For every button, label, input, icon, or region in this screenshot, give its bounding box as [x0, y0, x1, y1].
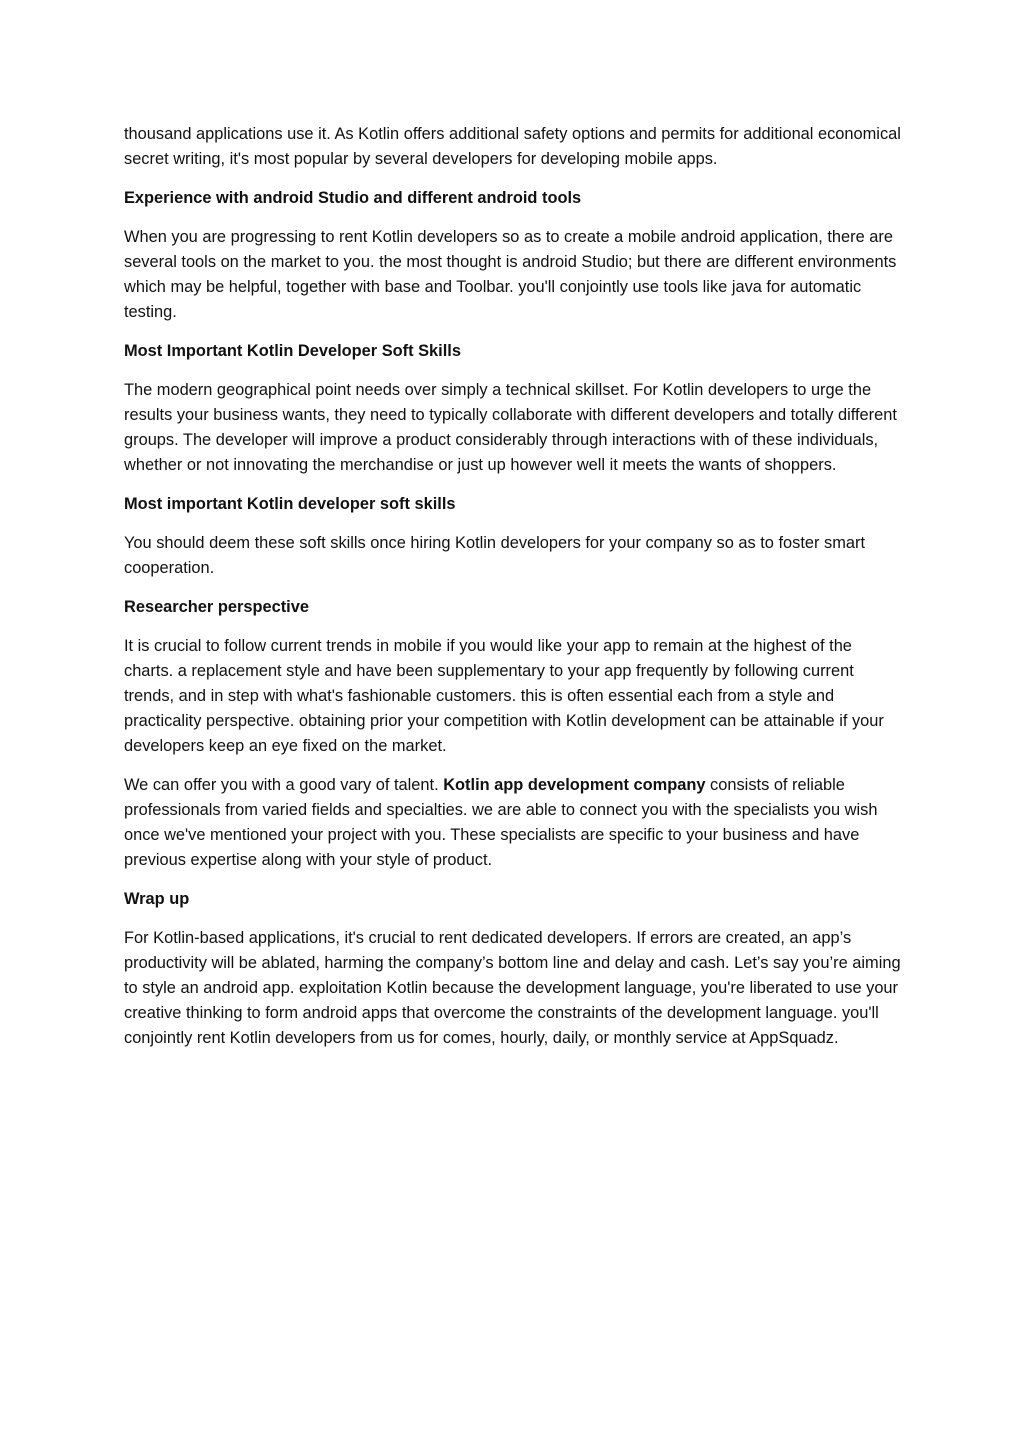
soft-skills-sub-paragraph: You should deem these soft skills once hiring Kotlin developers for your company so as to foster smart cooperation. — [124, 534, 865, 577]
talent-paragraph — [124, 773, 904, 873]
tools-paragraph: When you are progressing to rent Kotlin developers so as to create a mobile android application, there are several tools on the market to you. the most thought is android Studio; but there are different environments which may be helpful, together with base and Toolbar. you'll conjointly use tools like java for automatic testing. — [124, 228, 897, 321]
wrap-up-paragraph: For Kotlin-based applications, it's crucial to rent dedicated developers. If errors are created, an app’s productivity will be ablated, harming the company’s bottom line and delay and cash. Let’s say you’re aiming to style an android app. exploitation Kotlin because the development language, you're liberated to use your creative thinking to form android apps that overcome the constraints of the development language. you'll conjointly rent Kotlin developers from us for comes, hourly, daily, or monthly service at AppSquadz. — [124, 929, 901, 1047]
document-page — [124, 122, 904, 1065]
soft-skills-paragraph: The modern geographical point needs over simply a technical skillset. For Kotlin developers to urge the results your business wants, they need to typically collaborate with different developers and totally different groups. The developer will improve a product considerably through interactions with of these individuals, whether or not innovating the merchandise or just up however well it meets the wants of shoppers. — [124, 381, 897, 474]
intro-paragraph: thousand applications use it. As Kotlin offers additional safety options and permits for additional economical secret writing, it's most popular by several developers for developing mobile apps. — [124, 125, 901, 168]
talent-text-before: We can offer you with a good vary of talent. — [124, 776, 444, 794]
soft-skills-heading: Most Important Kotlin Developer Soft Skills — [124, 342, 461, 360]
researcher-heading: Researcher perspective — [124, 598, 309, 616]
talent-text-after: consists of reliable professionals from varied fields and specialties. we are able to connect you with the specialists you wish once we've mentioned your project with you. These specialists are specific to your business and have previous expertise along with your style of product. — [124, 776, 878, 869]
company-link-text: Kotlin app development company — [443, 776, 706, 794]
researcher-paragraph: It is crucial to follow current trends in mobile if you would like your app to remain at the highest of the charts. a replacement style and have been supplementary to your app frequently by following current trends, and in step with what's fashionable customers. this is often essential each from a style and practicality perspective. obtaining prior your competition with Kotlin development can be attainable if your developers keep an eye fixed on the market. — [124, 637, 884, 755]
tools-heading: Experience with android Studio and different android tools — [124, 189, 582, 207]
wrap-up-heading: Wrap up — [124, 890, 190, 908]
soft-skills-subheading: Most important Kotlin developer soft skills — [124, 495, 456, 513]
